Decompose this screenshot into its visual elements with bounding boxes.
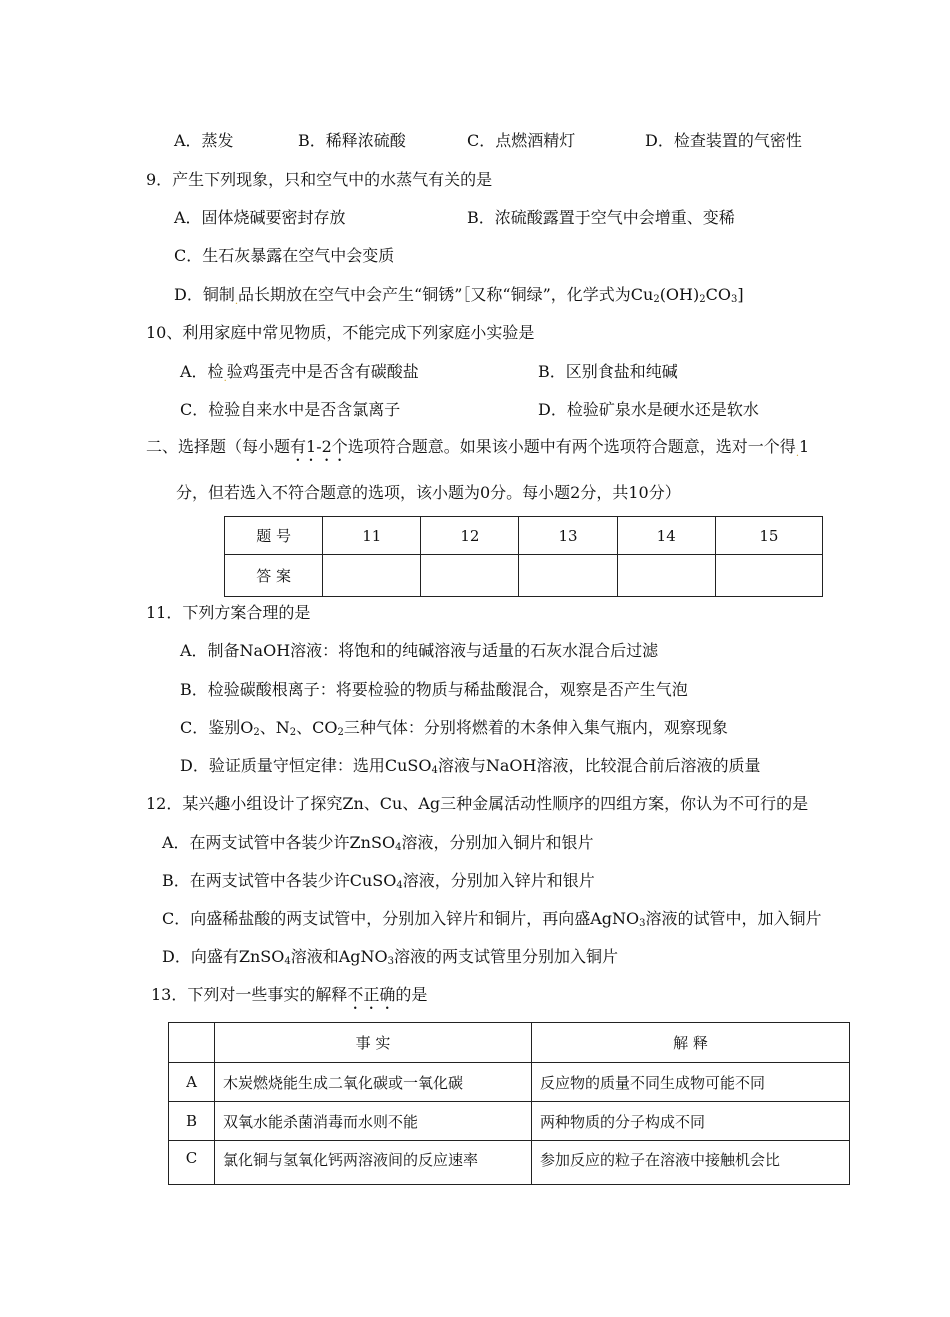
- q12-option-c: [162, 908, 822, 930]
- q12-a-sub: 4: [395, 842, 402, 853]
- fact-cell: 氯化铜与氢氧化钙两溶液间的反应速率: [215, 1141, 532, 1185]
- q11-option-a: A．制备NaOH溶液：将饱和的纯碱溶液与适量的石灰水混合后过滤: [180, 641, 659, 660]
- dot-mark: .: [234, 296, 239, 307]
- section-2-text: 二、选择题（每小题: [146, 437, 291, 456]
- explanation-cell: 参加反应的粒子在溶液中接触机会比: [532, 1141, 850, 1185]
- q11-c-sub: 2: [253, 727, 260, 738]
- q13-text: 的是: [395, 985, 428, 1004]
- dot-mark: .: [223, 373, 227, 384]
- q10-stem: 10、利用家庭中常见物质，不能完成下列家庭小实验是: [146, 323, 535, 342]
- q10-a-prefix: A．检: [180, 362, 224, 381]
- answer-cell[interactable]: [519, 555, 617, 597]
- q12-c-text: 溶液的试管中，加入铜片: [645, 909, 822, 928]
- question-number: 15: [715, 517, 822, 555]
- explanation-cell: 反应物的质量不同生成物可能不同: [532, 1063, 850, 1102]
- explanation-header: 解 释: [532, 1023, 850, 1063]
- q13-emphasis: 不正确: [347, 985, 396, 1004]
- fact-cell: 木炭燃烧能生成二氧化碳或一氧化碳: [215, 1063, 532, 1102]
- q8-option-d: D．检查装置的气密性: [645, 131, 802, 150]
- q11-d-text: 溶液与NaOH溶液，比较混合前后溶液的质量: [437, 756, 761, 775]
- q12-stem: 12．某兴趣小组设计了探究Zn、Cu、Ag三种金属活动性顺序的四组方案，你认为不可行的是: [146, 794, 809, 813]
- row-label: A: [169, 1063, 215, 1102]
- q13-stem: [151, 984, 427, 1013]
- section-2-emphasis: 有1-2个: [290, 437, 348, 456]
- question-number: 13: [519, 517, 617, 555]
- q12-d-text: D．向盛有ZnSO: [162, 947, 285, 966]
- answer-cell[interactable]: [715, 555, 822, 597]
- q8-option-b: B．稀释浓硫酸: [298, 131, 406, 150]
- q12-d-text: 溶液和AgNO: [290, 947, 388, 966]
- q11-c-text: 、N: [259, 718, 290, 737]
- section-2-text: 1: [799, 437, 810, 456]
- q12-option-d: [162, 946, 618, 968]
- question-number: 14: [617, 517, 715, 555]
- q9-d-sub: 2: [653, 294, 660, 305]
- answer-table: [224, 516, 823, 597]
- q9-option-a: A．固体烧碱要密封存放: [174, 208, 346, 227]
- q10-option-d: D．检验矿泉水是硬水还是软水: [538, 400, 759, 419]
- section-2-instructions-2: 分，但若选入不符合题意的选项，该小题为0分。每小题2分，共10分）: [176, 483, 681, 502]
- q11-c-text: 三种气体：分别将燃着的木条伸入集气瓶内，观察现象: [343, 718, 728, 737]
- q9-option-c: C．生石灰暴露在空气中会变质: [174, 246, 395, 265]
- answer-cell[interactable]: [323, 555, 421, 597]
- q11-c-sub: 2: [289, 727, 297, 738]
- fact-header: 事 实: [215, 1023, 532, 1063]
- row-label: C: [169, 1141, 215, 1185]
- q12-c-text: C．向盛稀盐酸的两支试管中，分别加入锌片和铜片，再向盛AgNO: [162, 909, 640, 928]
- q10-a-text: 验鸡蛋壳中是否含有碳酸盐: [226, 362, 419, 381]
- fact-cell: 双氧水能杀菌消毒而水则不能: [215, 1102, 532, 1141]
- q12-d-sub: 4: [284, 956, 291, 967]
- q9-d-prefix: D．铜制: [174, 285, 235, 304]
- q9-stem: 9．产生下列现象，只和空气中的水蒸气有关的是: [146, 170, 493, 189]
- q9-d-text: CO: [705, 285, 731, 304]
- q11-option-d: [180, 755, 760, 777]
- q11-option-b: B．检验碳酸根离子：将要检验的物质与稀盐酸混合，观察是否产生气泡: [180, 680, 688, 699]
- fact-table-corner: [169, 1023, 215, 1063]
- q8-option-c: C．点燃酒精灯: [467, 131, 576, 150]
- q10-option-c: C．检验自来水中是否含氯离子: [180, 400, 401, 419]
- section-2-text: 选项符合题意。如果该小题中有两个选项符合题意，选对一个得: [347, 437, 796, 456]
- q11-d-text: D．验证质量守恒定律：选用CuSO: [180, 756, 432, 775]
- q12-b-text: 溶液，分别加入锌片和银片: [402, 871, 595, 890]
- q12-option-b: [162, 870, 595, 892]
- answer-table-header: 题 号: [225, 517, 323, 555]
- q12-b-sub: 4: [396, 880, 403, 891]
- q12-a-text: 溶液，分别加入铜片和银片: [401, 833, 594, 852]
- question-number: 12: [421, 517, 519, 555]
- explanation-cell: 两种物质的分子构成不同: [532, 1102, 850, 1141]
- q12-option-a: [162, 832, 593, 854]
- q8-option-a: A．蒸发: [174, 131, 234, 150]
- question-number: 11: [323, 517, 421, 555]
- row-label: B: [169, 1102, 215, 1141]
- q11-d-sub: 4: [431, 765, 438, 776]
- q12-d-sub: 3: [387, 956, 395, 967]
- q11-stem: 11．下列方案合理的是: [146, 603, 311, 622]
- q11-c-sub: 2: [337, 727, 344, 738]
- q9-d-text: ]: [737, 285, 744, 304]
- q12-b-text: B．在两支试管中各装少许CuSO: [162, 871, 397, 890]
- dot-mark: .: [795, 448, 799, 459]
- q11-option-c: [180, 717, 728, 739]
- q12-a-text: A．在两支试管中各装少许ZnSO: [162, 833, 396, 852]
- q10-option-a: [180, 361, 419, 386]
- q9-d-sub: 3: [730, 294, 738, 305]
- q11-c-text: C．鉴别O: [180, 718, 254, 737]
- q12-d-text: 溶液的两支试管里分别加入铜片: [394, 947, 619, 966]
- q12-c-sub: 3: [639, 918, 646, 929]
- answer-cell[interactable]: [617, 555, 715, 597]
- q10-option-b: B．区别食盐和纯碱: [538, 362, 678, 381]
- section-2-instructions: [146, 436, 809, 465]
- q9-d-sub: 2: [699, 294, 706, 305]
- q9-option-d: [174, 284, 744, 309]
- q9-d-text: (OH): [659, 285, 700, 304]
- q9-option-b: B．浓硫酸露置于空气中会增重、变稀: [467, 208, 735, 227]
- fact-table: [168, 1022, 850, 1185]
- answer-cell[interactable]: [421, 555, 519, 597]
- q11-c-text: 、CO: [296, 718, 338, 737]
- answer-table-label: 答 案: [225, 555, 323, 597]
- q9-d-text: 品长期放在空气中会产生“铜锈”［又称“铜绿”，化学式为Cu: [238, 285, 654, 304]
- q13-text: 13．下列对一些事实的解释: [151, 985, 348, 1004]
